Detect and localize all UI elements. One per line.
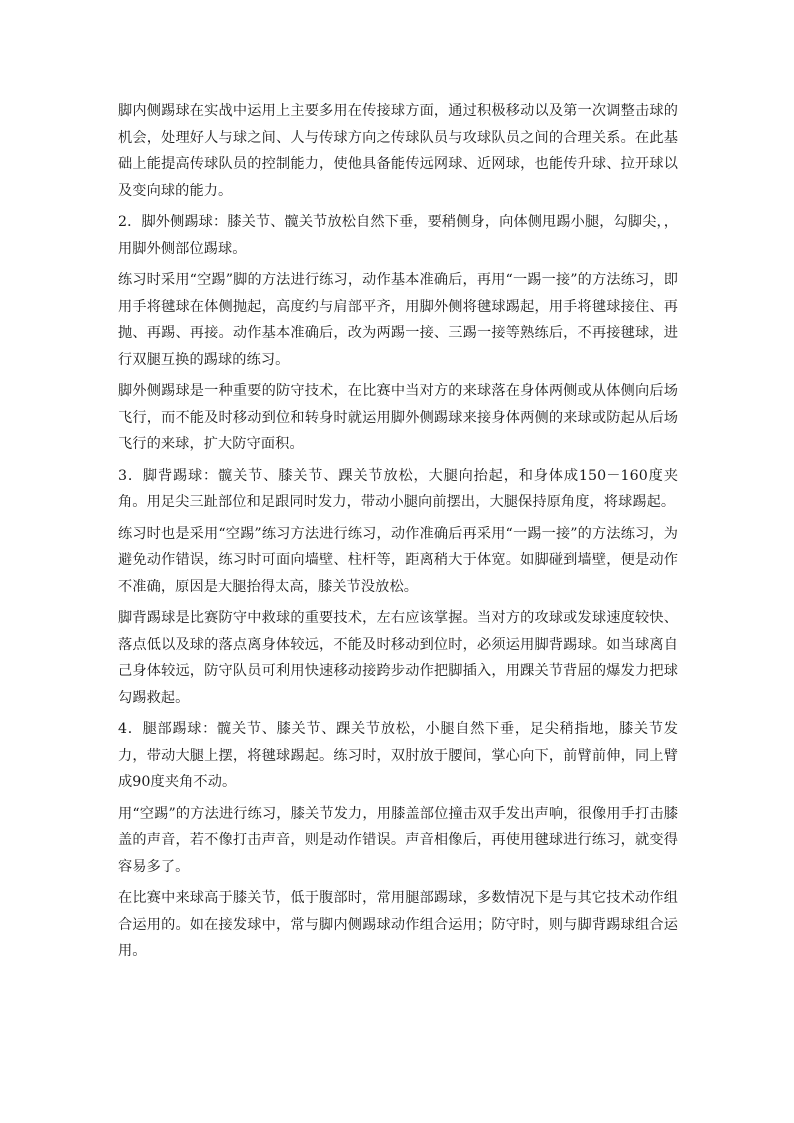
paragraph-instep-kick-heading: 3．脚背踢球：髋关节、膝关节、踝关节放松，大腿向抬起，和身体成150－160度夹角。用足尖三趾部位和足跟同时发力，带动小腿向前摆出，大腿保持原角度，将球踢起。 (118, 467, 678, 510)
paragraph-thigh-kick-practice: 用“空踢”的方法进行练习，膝关节发力，用膝盖部位撞击双手发出声响，很像用手打击膝盖的声音，若不像打击声音，则是动作错误。声音相像后，再使用毽球进行练习，就变得容易多了。 (118, 805, 678, 875)
document-page (118, 98, 678, 970)
paragraph-instep-kick-usage: 脚背踢球是比赛防守中救球的重要技术，左右应该掌握。当对方的攻球或发球速度较快、落点低以及球的落点离身体较远，不能及时移动到位时，必须运用脚背踢球。如当球离自己身体较远，防守队员可利用快速移动接跨步动作把脚插入，用踝关节背屈的爆发力把球勾踢救起。 (118, 610, 678, 706)
paragraph-inner-foot-kick-usage: 脚内侧踢球在实战中运用上主要多用在传接球方面，通过积极移动以及第一次调整击球的机会，处理好人与球之间、人与传球方向之传球队员与攻球队员之间的合理关系。在此基础上能提高传球队员的控制能力，使他具备能传远网球、近网球，也能传升球、拉开球以及变向球的能力。 (118, 103, 678, 199)
paragraph-thigh-kick-heading: 4．腿部踢球：髋关节、膝关节、踝关节放松，小腿自然下垂，足尖稍指地，膝关节发力，带动大腿上摆，将毽球踢起。练习时，双肘放于腰间，掌心向下，前臂前伸，同上臂成90度夹角不动。 (118, 721, 678, 790)
paragraph-instep-kick-practice: 练习时也是采用“空踢”练习方法进行练习，动作准确后再采用“一踢一接”的方法练习，为避免动作错误，练习时可面向墙壁、柱杆等，距离稍大于体宽。如脚碰到墙壁，便是动作不准确，原因是大腿抬得太高，膝关节没放松。 (118, 525, 678, 595)
paragraph-outer-foot-kick-usage: 脚外侧踢球是一种重要的防守技术，在比赛中当对方的来球落在身体两侧或从体侧向后场飞行，而不能及时移动到位和转身时就运用脚外侧踢球来接身体两侧的来球或防起从后场飞行的来球，扩大防守面积。 (118, 383, 678, 452)
paragraph-outer-foot-kick-practice: 练习时采用“空踢”脚的方法进行练习，动作基本准确后，再用“一踢一接”的方法练习，即用手将毽球在体侧抛起，高度约与肩部平齐，用脚外侧将毽球踢起，用手将毽球接住、再抛、再踢、再接。动作基本准确后，改为两踢一接、三踢一接等熟练后，不再接毽球，进行双腿互换的踢球的练习。 (118, 272, 678, 368)
paragraph-outer-foot-kick-heading: 2．脚外侧踢球：膝关节、髋关节放松自然下垂，要稍侧身，向体侧甩踢小腿，勾脚尖，，用脚外侧部位踢球。 (118, 214, 678, 257)
paragraph-thigh-kick-usage: 在比赛中来球高于膝关节，低于腹部时，常用腿部踢球，多数情况下是与其它技术动作组合运用的。如在接发球中，常与脚内侧踢球动作组合运用；防守时，则与脚背踢球组合运用。 (118, 890, 678, 959)
